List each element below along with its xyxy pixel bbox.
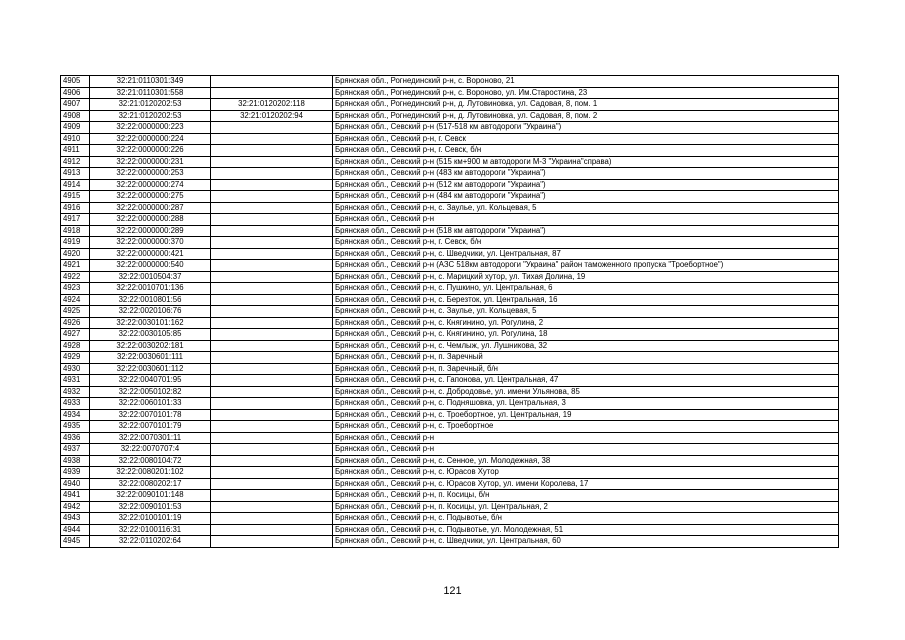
row-number-cell: 4922	[61, 271, 90, 283]
address-cell: Брянская обл., Севский р-н, с. Троебортное, ул. Центральная, 19	[333, 409, 839, 421]
previous-number-cell	[211, 76, 333, 88]
address-cell: Брянская обл., Севский р-н, с. Троебортное	[333, 421, 839, 433]
row-number-cell: 4907	[61, 99, 90, 111]
row-number-cell: 4905	[61, 76, 90, 88]
address-cell: Брянская обл., Севский р-н (АЗС 518км автодороги "Украина" район таможенного пропуска "Троебортное")	[333, 260, 839, 272]
address-cell: Брянская обл., Севский р-н, с. Пушкино, ул. Центральная, 6	[333, 283, 839, 295]
address-cell: Брянская обл., Севский р-н, с. Сенное, ул. Молодежная, 38	[333, 455, 839, 467]
cadastral-number-cell: 32:22:0000000:231	[90, 156, 211, 168]
row-number-cell: 4943	[61, 513, 90, 525]
address-cell: Брянская обл., Севский р-н, г. Севск, б/н	[333, 145, 839, 157]
previous-number-cell	[211, 260, 333, 272]
table-row	[61, 340, 839, 352]
table-row	[61, 386, 839, 398]
row-number-cell: 4914	[61, 179, 90, 191]
previous-number-cell	[211, 225, 333, 237]
address-cell: Брянская обл., Севский р-н	[333, 444, 839, 456]
cadastral-number-cell: 32:22:0000000:540	[90, 260, 211, 272]
cadastral-number-cell: 32:22:0090101:53	[90, 501, 211, 513]
cadastral-number-cell: 32:21:0120202:53	[90, 110, 211, 122]
address-cell: Брянская обл., Севский р-н, с. Шведчики, ул. Центральная, 60	[333, 536, 839, 548]
cadastral-number-cell: 32:22:0000000:224	[90, 133, 211, 145]
table-row	[61, 329, 839, 341]
address-cell: Брянская обл., Севский р-н, с. Княгинино, ул. Рогулина, 2	[333, 317, 839, 329]
address-cell: Брянская обл., Севский р-н, с. Подывотье, б/н	[333, 513, 839, 525]
cadastral-number-cell: 32:22:0030105:85	[90, 329, 211, 341]
cadastral-number-cell: 32:22:0010701:136	[90, 283, 211, 295]
address-cell: Брянская обл., Севский р-н, п. Заречный, б/н	[333, 363, 839, 375]
table-row	[61, 110, 839, 122]
previous-number-cell	[211, 409, 333, 421]
previous-number-cell	[211, 145, 333, 157]
cadastral-number-cell: 32:22:0000000:289	[90, 225, 211, 237]
row-number-cell: 4941	[61, 490, 90, 502]
cadastral-number-cell: 32:22:0070301:11	[90, 432, 211, 444]
address-cell: Брянская обл., Севский р-н, с. Подывотье, ул. Молодежная, 51	[333, 524, 839, 536]
address-cell: Брянская обл., Севский р-н (512 км автодороги "Украина")	[333, 179, 839, 191]
page-number: 121	[443, 585, 462, 597]
previous-number-cell	[211, 386, 333, 398]
row-number-cell: 4906	[61, 87, 90, 99]
row-number-cell: 4933	[61, 398, 90, 410]
table-row	[61, 271, 839, 283]
row-number-cell: 4913	[61, 168, 90, 180]
address-cell: Брянская обл., Севский р-н (515 км+900 м автодороги М-3 "Украина"справа)	[333, 156, 839, 168]
row-number-cell: 4928	[61, 340, 90, 352]
row-number-cell: 4910	[61, 133, 90, 145]
registry-table	[60, 75, 839, 548]
table-row	[61, 375, 839, 387]
cadastral-number-cell: 32:22:0060101:33	[90, 398, 211, 410]
table-row	[61, 260, 839, 272]
cadastral-number-cell: 32:22:0050102:82	[90, 386, 211, 398]
previous-number-cell	[211, 513, 333, 525]
table-row	[61, 513, 839, 525]
address-cell: Брянская обл., Севский р-н, с. Юрасов Хутор, ул. имени Королева, 17	[333, 478, 839, 490]
cadastral-number-cell: 32:22:0010504:37	[90, 271, 211, 283]
table-row	[61, 432, 839, 444]
cadastral-number-cell: 32:22:0100116:31	[90, 524, 211, 536]
cadastral-number-cell: 32:21:0110301:349	[90, 76, 211, 88]
previous-number-cell	[211, 248, 333, 260]
row-number-cell: 4924	[61, 294, 90, 306]
previous-number-cell	[211, 398, 333, 410]
table-row	[61, 501, 839, 513]
previous-number-cell	[211, 271, 333, 283]
table-row	[61, 455, 839, 467]
address-cell: Брянская обл., Рогнединский р-н, с. Вороново, ул. Им.Старостина, 23	[333, 87, 839, 99]
cadastral-number-cell: 32:22:0080104:72	[90, 455, 211, 467]
row-number-cell: 4938	[61, 455, 90, 467]
previous-number-cell	[211, 156, 333, 168]
row-number-cell: 4927	[61, 329, 90, 341]
row-number-cell: 4929	[61, 352, 90, 364]
address-cell: Брянская обл., Севский р-н, с. Княгинино, ул. Рогулина, 18	[333, 329, 839, 341]
cadastral-number-cell: 32:22:0100101:19	[90, 513, 211, 525]
previous-number-cell	[211, 87, 333, 99]
table-row	[61, 145, 839, 157]
cadastral-number-cell: 32:22:0040701:95	[90, 375, 211, 387]
address-cell: Брянская обл., Севский р-н, г. Севск, б/н	[333, 237, 839, 249]
address-cell: Брянская обл., Севский р-н, п. Косицы, ул. Центральная, 2	[333, 501, 839, 513]
address-cell: Брянская обл., Рогнединский р-н, с. Вороново, 21	[333, 76, 839, 88]
cadastral-number-cell: 32:22:0110202:64	[90, 536, 211, 548]
table-row	[61, 76, 839, 88]
cadastral-number-cell: 32:22:0000000:226	[90, 145, 211, 157]
cadastral-number-cell: 32:22:0010801:56	[90, 294, 211, 306]
table-row	[61, 467, 839, 479]
cadastral-number-cell: 32:22:0020106:76	[90, 306, 211, 318]
table-row	[61, 478, 839, 490]
address-cell: Брянская обл., Севский р-н, с. Добродовье, ул. имени Ульянова, 85	[333, 386, 839, 398]
row-number-cell: 4930	[61, 363, 90, 375]
previous-number-cell	[211, 455, 333, 467]
table-row	[61, 156, 839, 168]
previous-number-cell	[211, 490, 333, 502]
table-row	[61, 490, 839, 502]
row-number-cell: 4944	[61, 524, 90, 536]
previous-number-cell	[211, 237, 333, 249]
cadastral-number-cell: 32:22:0070101:79	[90, 421, 211, 433]
table-row	[61, 317, 839, 329]
cadastral-number-cell: 32:22:0000000:370	[90, 237, 211, 249]
previous-number-cell	[211, 536, 333, 548]
previous-number-cell	[211, 122, 333, 134]
cadastral-number-cell: 32:22:0000000:288	[90, 214, 211, 226]
previous-number-cell	[211, 352, 333, 364]
previous-number-cell	[211, 467, 333, 479]
table-row	[61, 421, 839, 433]
previous-number-cell	[211, 317, 333, 329]
table-row	[61, 524, 839, 536]
table-row	[61, 237, 839, 249]
row-number-cell: 4920	[61, 248, 90, 260]
row-number-cell: 4917	[61, 214, 90, 226]
row-number-cell: 4936	[61, 432, 90, 444]
cadastral-number-cell: 32:22:0000000:421	[90, 248, 211, 260]
table-row	[61, 225, 839, 237]
row-number-cell: 4932	[61, 386, 90, 398]
row-number-cell: 4911	[61, 145, 90, 157]
address-cell: Брянская обл., Севский р-н (517-518 км автодороги "Украина")	[333, 122, 839, 134]
row-number-cell: 4926	[61, 317, 90, 329]
table-row	[61, 87, 839, 99]
table-row	[61, 191, 839, 203]
previous-number-cell: 32:21:0120202:94	[211, 110, 333, 122]
cadastral-number-cell: 32:22:0080201:102	[90, 467, 211, 479]
row-number-cell: 4921	[61, 260, 90, 272]
row-number-cell: 4934	[61, 409, 90, 421]
previous-number-cell	[211, 375, 333, 387]
cadastral-number-cell: 32:22:0000000:253	[90, 168, 211, 180]
row-number-cell: 4942	[61, 501, 90, 513]
cadastral-number-cell: 32:22:0000000:275	[90, 191, 211, 203]
cadastral-number-cell: 32:22:0090101:148	[90, 490, 211, 502]
address-cell: Брянская обл., Севский р-н (518 км автодороги "Украина")	[333, 225, 839, 237]
cadastral-number-cell: 32:22:0030601:112	[90, 363, 211, 375]
row-number-cell: 4939	[61, 467, 90, 479]
address-cell: Брянская обл., Севский р-н (484 км автодороги "Украина")	[333, 191, 839, 203]
address-cell: Брянская обл., Севский р-н, с. Шведчики, ул. Центральная, 87	[333, 248, 839, 260]
address-cell: Брянская обл., Севский р-н, с. Березток, ул. Центральная, 16	[333, 294, 839, 306]
address-cell: Брянская обл., Севский р-н, с. Заулье, ул. Кольцевая, 5	[333, 202, 839, 214]
cadastral-number-cell: 32:22:0030101:162	[90, 317, 211, 329]
previous-number-cell	[211, 214, 333, 226]
cadastral-number-cell: 32:22:0070101:78	[90, 409, 211, 421]
previous-number-cell	[211, 363, 333, 375]
row-number-cell: 4931	[61, 375, 90, 387]
table-row	[61, 306, 839, 318]
row-number-cell: 4919	[61, 237, 90, 249]
row-number-cell: 4940	[61, 478, 90, 490]
table-row	[61, 294, 839, 306]
address-cell: Брянская обл., Севский р-н, с. Юрасов Хутор	[333, 467, 839, 479]
previous-number-cell	[211, 283, 333, 295]
previous-number-cell: 32:21:0120202:118	[211, 99, 333, 111]
previous-number-cell	[211, 179, 333, 191]
previous-number-cell	[211, 524, 333, 536]
address-cell: Брянская обл., Севский р-н, п. Заречный	[333, 352, 839, 364]
address-cell: Брянская обл., Севский р-н, с. Заулье, ул. Кольцевая, 5	[333, 306, 839, 318]
previous-number-cell	[211, 501, 333, 513]
table-row	[61, 214, 839, 226]
previous-number-cell	[211, 478, 333, 490]
cadastral-number-cell: 32:22:0080202:17	[90, 478, 211, 490]
previous-number-cell	[211, 444, 333, 456]
table-row	[61, 283, 839, 295]
previous-number-cell	[211, 432, 333, 444]
address-cell: Брянская обл., Севский р-н, с. Марицкий хутор, ул. Тихая Долина, 19	[333, 271, 839, 283]
row-number-cell: 4915	[61, 191, 90, 203]
address-cell: Брянская обл., Севский р-н, с. Подняшовка, ул. Центральная, 3	[333, 398, 839, 410]
row-number-cell: 4945	[61, 536, 90, 548]
table-row	[61, 202, 839, 214]
table-row	[61, 536, 839, 548]
table-row	[61, 398, 839, 410]
cadastral-number-cell: 32:21:0120202:53	[90, 99, 211, 111]
previous-number-cell	[211, 168, 333, 180]
row-number-cell: 4918	[61, 225, 90, 237]
previous-number-cell	[211, 294, 333, 306]
table-row	[61, 99, 839, 111]
cadastral-number-cell: 32:21:0110301:558	[90, 87, 211, 99]
table-row	[61, 363, 839, 375]
row-number-cell: 4937	[61, 444, 90, 456]
address-cell: Брянская обл., Севский р-н	[333, 432, 839, 444]
row-number-cell: 4923	[61, 283, 90, 295]
table-row	[61, 248, 839, 260]
row-number-cell: 4908	[61, 110, 90, 122]
cadastral-number-cell: 32:22:0030202:181	[90, 340, 211, 352]
address-cell: Брянская обл., Севский р-н, п. Косицы, б/н	[333, 490, 839, 502]
row-number-cell: 4912	[61, 156, 90, 168]
table-row	[61, 122, 839, 134]
address-cell: Брянская обл., Севский р-н, с. Гапонова, ул. Центральная, 47	[333, 375, 839, 387]
previous-number-cell	[211, 329, 333, 341]
table-row	[61, 352, 839, 364]
table-row	[61, 133, 839, 145]
address-cell: Брянская обл., Севский р-н, г. Севск	[333, 133, 839, 145]
table-row	[61, 444, 839, 456]
address-cell: Брянская обл., Севский р-н (483 км автодороги "Украина")	[333, 168, 839, 180]
previous-number-cell	[211, 306, 333, 318]
address-cell: Брянская обл., Рогнединский р-н, д. Лутовиновка, ул. Садовая, 8, пом. 2	[333, 110, 839, 122]
row-number-cell: 4909	[61, 122, 90, 134]
row-number-cell: 4935	[61, 421, 90, 433]
table-body	[61, 76, 839, 548]
previous-number-cell	[211, 202, 333, 214]
row-number-cell: 4916	[61, 202, 90, 214]
table-row	[61, 409, 839, 421]
previous-number-cell	[211, 191, 333, 203]
previous-number-cell	[211, 421, 333, 433]
address-cell: Брянская обл., Рогнединский р-н, д. Лутовиновка, ул. Садовая, 8, пом. 1	[333, 99, 839, 111]
cadastral-number-cell: 32:22:0000000:223	[90, 122, 211, 134]
address-cell: Брянская обл., Севский р-н	[333, 214, 839, 226]
cadastral-number-cell: 32:22:0000000:287	[90, 202, 211, 214]
row-number-cell: 4925	[61, 306, 90, 318]
address-cell: Брянская обл., Севский р-н, с. Чемлыж, ул. Лушникова, 32	[333, 340, 839, 352]
cadastral-number-cell: 32:22:0030601:111	[90, 352, 211, 364]
previous-number-cell	[211, 133, 333, 145]
table-row	[61, 179, 839, 191]
cadastral-number-cell: 32:22:0000000:274	[90, 179, 211, 191]
cadastral-number-cell: 32:22:0070707:4	[90, 444, 211, 456]
previous-number-cell	[211, 340, 333, 352]
table-row	[61, 168, 839, 180]
